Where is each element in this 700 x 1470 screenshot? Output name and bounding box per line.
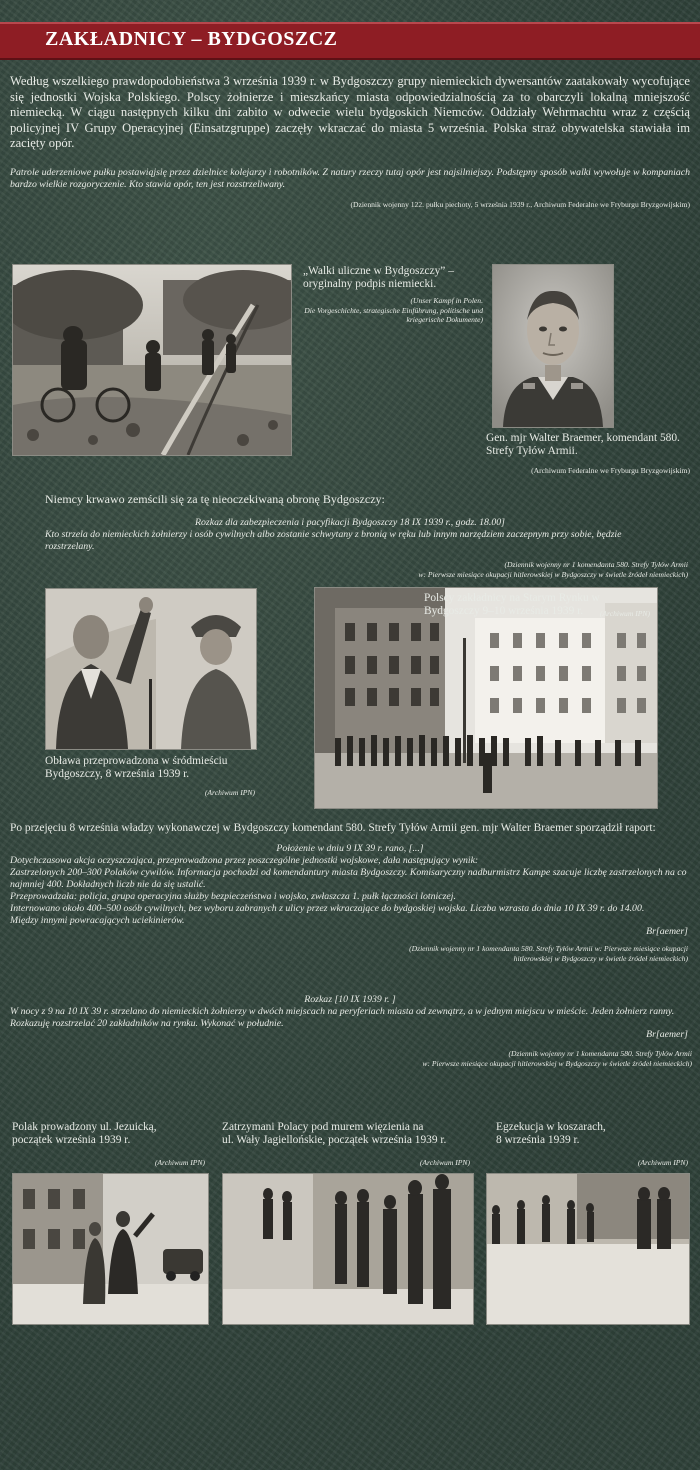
photo-roundup bbox=[45, 588, 257, 750]
page-title: ZAKŁADNICY – BYDGOSZCZ bbox=[45, 28, 338, 50]
photo-portrait-braemer bbox=[492, 264, 614, 428]
source-jezuicka: (Archiwum IPN) bbox=[154, 1158, 205, 1167]
report-line: Dotychczasowa akcja oczyszczająca, przeprowadzona przez poszczególne jednostki wojskowe, dała następujący wynik: bbox=[10, 855, 479, 866]
source-street-fight-2: Die Vorgeschichte, strategische Einführung, politische und kriegerische Dokumente) bbox=[304, 306, 483, 325]
source-street-fight-1: (Unser Kampf in Polen. bbox=[410, 296, 483, 305]
source-barracks: (Archiwum IPN) bbox=[637, 1158, 688, 1167]
quote-regiment-diary: Patrole uderzeniowe pułku postawiąjsię przez dzielnice kolejarzy i robotników. Z natury rzeczy tutaj opór jest najsilniejszy. Podstępny sposób walki wywołuje w kompaniach bardzo wielkie rozgoryczenie. Kto stawia opór, ten jest rozstrzeliwany. bbox=[10, 167, 690, 190]
source-portrait: (Archiwum Federalne we Fryburgu Bryzgowijskim) bbox=[531, 466, 690, 475]
caption-jezuicka-line1: Polak prowadzony ul. Jezuicką, bbox=[12, 1121, 157, 1133]
revenge-order-title: Rozkaz dla zabezpieczenia i pacyfikacji Bydgoszczy 18 IX 1939 r., godz. 18.00] bbox=[195, 517, 505, 528]
caption-barracks-line2: 8 września 1939 r. bbox=[496, 1133, 580, 1146]
caption-jezuicka-line2: początek września 1939 r. bbox=[12, 1133, 131, 1146]
caption-barracks bbox=[496, 1121, 686, 1146]
report-source-1: (Dziennik wojenny nr 1 komendanta 580. Strefy Tyłów Armii w: Pierwsze miesiące okupacji bbox=[409, 944, 688, 953]
order2-signature: Br[aemer] bbox=[646, 1029, 688, 1040]
photo-old-market bbox=[314, 587, 658, 809]
caption-barracks-line1: Egzekucja w koszarach, bbox=[496, 1121, 606, 1133]
source-prison-wall: (Archiwum IPN) bbox=[419, 1158, 470, 1167]
report-line: Internowano około 400–500 osób cywilnych, bez wyboru zabranych z ulicy przez wkraczające do bydgoskiej wojska. Liczba wzrasta do dnia 10 IX 39 r. do 14.00. bbox=[10, 903, 645, 914]
revenge-order-text: Kto strzela do niemieckich żołnierzy i osób cywilnych albo zostanie schwytany z bronią w ręku lub innym narzędziem zaczepnym przy sobie, będzie rozstrzelany. bbox=[45, 529, 622, 552]
photo-barracks-execution bbox=[486, 1173, 690, 1325]
source-old-market: (Archiwum IPN) bbox=[599, 609, 650, 618]
revenge-source-1: (Dziennik wojenny nr 1 komendanta 580. Strefy Tyłów Armii bbox=[504, 560, 688, 569]
report-line: Między innymi powracających uciekinierów. bbox=[10, 915, 185, 926]
report-intro: Po przejęciu 8 września władzy wykonawczej w Bydgoszczy komendant 580. Strefy Tyłów Armii gen. mjr Walter Braemer sporządził raport: bbox=[10, 822, 656, 834]
report-line: Przeprowadzała: policja, grupa operacyjna służby bezpieczeństwa i wojsko, zwłaszcza 1. pułk łączności lotniczej. bbox=[10, 891, 456, 902]
caption-street-fight: „Walki uliczne w Bydgoszczy” – oryginalny podpis niemiecki. bbox=[303, 265, 454, 290]
report-signature: Br[aemer] bbox=[646, 926, 688, 937]
caption-prison-wall-line1: Zatrzymani Polacy pod murem więzienia na bbox=[222, 1121, 424, 1133]
report-line: Zastrzelonych 200–300 Polaków cywilów. Informacja pochodzi od komendantury miasta Bydgoszczy. Komisaryczny nadburmistrz Kampe szacuje liczbę zastrzelonych na co najmniej 400. Dokładnych liczb nie da się ustalić. bbox=[10, 867, 687, 890]
caption-prison-wall-line2: ul. Wały Jagiellońskie, początek września 1939 r. bbox=[222, 1133, 447, 1146]
report-heading: Położenie w dniu 9 IX 39 r. rano, [...] bbox=[276, 843, 424, 854]
order2-title: Rozkaz [10 IX 1939 r. ] bbox=[304, 994, 396, 1005]
intro-paragraph: Według wszelkiego prawdopodobieństwa 3 września 1939 r. w Bydgoszczy grupy niemieckich dywersantów zaatakowały wycofujące się jednostki Wojska Polskiego. Polscy żołnierze i mieszkańcy miasta odpowiedzialnością za to obarczyli lokalną mniejszość niemiecką. W ciągu następnych kilku dni zabito w odwecie wielu bydgoskich Niemców. Oddziały Wehrmachtu wraz z częścią policyjnej IV Grupy Operacyjnej (Einsatzgruppe) zaczęły wkraczać do miasta 5 września. Polska straż obywatelska stawiała im zacięty opór. bbox=[10, 74, 690, 151]
order2-text: W nocy z 9 na 10 IX 39 r. strzelano do niemieckich żołnierzy w dwóch miejscach na peryferiach miasta od zewnątrz, a w jednym miejscu w mieście. Jeden żołnierz ranny. Rozkazuję rozstrzelać 20 zakładników na rynku. Wykonać w południe. bbox=[10, 1006, 675, 1029]
revenge-source-2: w: Pierwsze miesiące okupacji hitlerowskiej w Bydgoszczy w świetle źródeł niemieckich) bbox=[418, 570, 688, 579]
caption-roundup: Obława przeprowadzona w śródmieściu Bydgoszczy, 8 września 1939 r. bbox=[45, 755, 228, 780]
revenge-intro: Niemcy krwawo zemścili się za tę nieoczekiwaną obronę Bydgoszczy: bbox=[45, 492, 385, 506]
caption-portrait: Gen. mjr Walter Braemer, komendant 580. Strefy Tyłów Armii. bbox=[486, 432, 680, 457]
caption-old-market: Polscy zakładnicy na Starym Rynku w Bydgoszczy 9–10 września 1939 r. bbox=[424, 592, 600, 617]
source-roundup: (Archiwum IPN) bbox=[204, 788, 255, 797]
caption-jezuicka bbox=[12, 1121, 212, 1146]
caption-prison-wall bbox=[222, 1121, 472, 1146]
report-source-2: hitlerowskiej w Bydgoszczy w świetle źródeł niemieckich) bbox=[513, 954, 688, 963]
photo-street-fight bbox=[12, 264, 292, 456]
order2-source-2: w: Pierwsze miesiące okupacji hitlerowskiej w Bydgoszczy w świetle źródeł niemieckich) bbox=[422, 1059, 692, 1068]
quote-regiment-source: (Dziennik wojenny 122. pułku piechoty, 5 września 1939 r., Archiwum Federalne we Fryburgu Bryzgowijskim) bbox=[350, 200, 690, 209]
report-body bbox=[10, 855, 690, 927]
photo-jezuicka bbox=[12, 1173, 209, 1325]
order2-source-1: (Dziennik wojenny nr 1 komendanta 580. Strefy Tyłów Armii bbox=[508, 1049, 692, 1058]
photo-prison-wall bbox=[222, 1173, 474, 1325]
title-banner bbox=[0, 22, 700, 60]
